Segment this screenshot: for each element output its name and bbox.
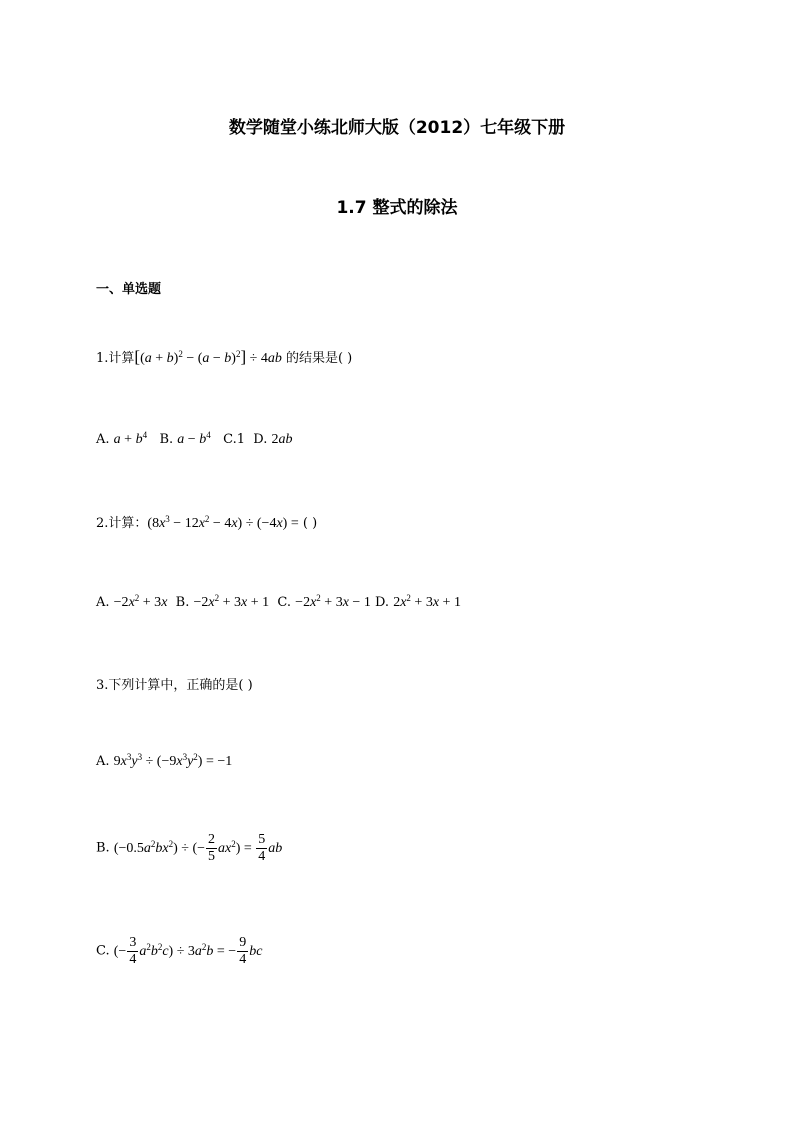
- option-2c[interactable]: C. $-2x^2 + 3x - 1$: [277, 593, 371, 610]
- option-1c[interactable]: C.1: [223, 432, 245, 447]
- option-3c-expression: (− $\frac{3}{4}$ $a^2b^2c) \div 3a^2b$ = − $\frac{9}{4}$ bc: [113, 935, 263, 967]
- question-2-suffix: ( ): [302, 516, 318, 531]
- document-title: 数学随堂小练北师大版（2012）七年级下册: [228, 118, 566, 138]
- option-3b[interactable]: B. $(-0.5a^2bx^2)$ ÷ (− $\frac{2}{5}$ $ax^2$) = $\frac{5}{4}$ ab: [96, 832, 283, 864]
- option-1a[interactable]: A. $a + b^4$: [96, 430, 148, 447]
- option-3a[interactable]: A. $9x^3y^3 \div (-9x^3y^2) = -1$: [96, 752, 233, 769]
- lesson-title: 1.7 整式的除法: [336, 198, 458, 218]
- question-1-options: [96, 432, 293, 448]
- question-1-expression: $[(a + b)^2 - (a - b)^2] \div 4ab$: [134, 347, 282, 366]
- option-1b[interactable]: B. $a - b^4$: [159, 430, 211, 447]
- option-1d[interactable]: D. 2ab: [253, 432, 293, 447]
- question-3: 3.下列计算中，正确的是( ): [96, 678, 253, 693]
- question-2-options: [96, 595, 461, 611]
- question-1-prefix: 1.计算: [96, 351, 135, 366]
- option-3a-expression: $9x^3y^3 \div (-9x^3y^2) = -1$: [113, 752, 233, 769]
- question-2: [96, 512, 317, 532]
- option-2d[interactable]: D. $2x^2 + 3x + 1$: [374, 593, 461, 610]
- option-2b[interactable]: B. $-2x^2 + 3x + 1$: [175, 593, 270, 610]
- question-1-suffix: 的结果是( ): [285, 351, 353, 366]
- question-2-prefix: 2.计算：: [96, 516, 148, 531]
- section-heading: 一、单选题: [96, 282, 162, 297]
- question-1: [96, 347, 352, 367]
- option-2a[interactable]: A. $-2x^2 + 3x$: [96, 593, 168, 610]
- question-2-expression: $(8x^3 - 12x^2 - 4x) \div (-4x)$ =: [147, 514, 299, 531]
- option-3c[interactable]: C. (− $\frac{3}{4}$ $a^2b^2c) \div 3a^2b$ = − $\frac{9}{4}$ bc: [96, 935, 263, 967]
- option-3b-expression: $(-0.5a^2bx^2)$ ÷ (− $\frac{2}{5}$ $ax^2$) = $\frac{5}{4}$ ab: [113, 832, 283, 864]
